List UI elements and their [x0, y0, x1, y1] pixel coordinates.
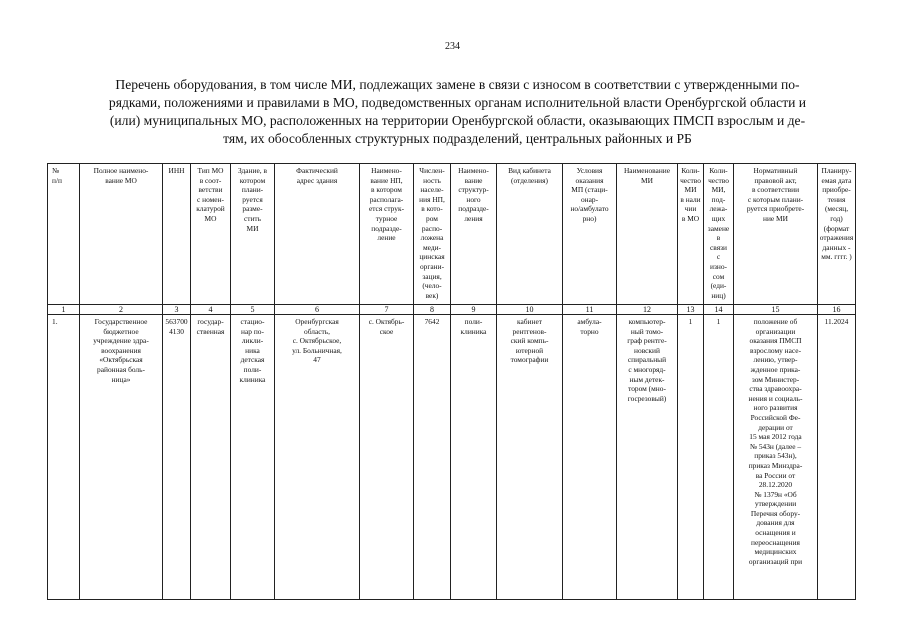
- title-line: рядками, положениями и правилами в МО, подведомственных органам исполнительной власти Оренбургской области и: [108, 95, 807, 110]
- col-header: Числен- ность населе- ния НП, в кото- ром распо- ложена меди- цинская органи- зация, (чело- век): [414, 164, 451, 305]
- cell-mo-type: государ- ственная: [191, 315, 231, 600]
- column-number: 2: [80, 305, 163, 315]
- column-number: 4: [191, 305, 231, 315]
- column-number: 9: [451, 305, 497, 315]
- column-number: 6: [275, 305, 360, 315]
- cell-device-name: компьютер- ный томо- граф рентге- новский спиральный с многоряд- ным детек- тором (мно- госрезовый): [617, 315, 678, 600]
- col-header: № п/п: [48, 164, 80, 305]
- document-title: [70, 76, 845, 148]
- cell-population: 7642: [414, 315, 451, 600]
- cell-cabinet: кабинет рентгенов- ский компь- ютерной томографии: [497, 315, 563, 600]
- equipment-table: [47, 163, 856, 600]
- column-number: 7: [360, 305, 414, 315]
- cell-building: стацио- нар по- ликли- ника детская поли- клиника: [231, 315, 275, 600]
- cell-address: Оренбургская область, с. Октябрьское, ул. Больничная, 47: [275, 315, 360, 600]
- cell-inn: 563700 4130: [163, 315, 191, 600]
- col-header: Вид кабинета (отделения): [497, 164, 563, 305]
- column-number: 10: [497, 305, 563, 315]
- col-header: Планиру- емая дата приобре- тения (месяц, год) (формат отражения данных - мм. гггг. ): [818, 164, 856, 305]
- title-line: тям, их обособленных структурных подразделений, центральных районных и РБ: [223, 131, 692, 146]
- col-header: Коли- чество МИ в нали чии в МО: [678, 164, 704, 305]
- col-header: Полное наимено- вание МО: [80, 164, 163, 305]
- column-number: 13: [678, 305, 704, 315]
- cell-purchase-date: 11.2024: [818, 315, 856, 600]
- title-line: Перечень оборудования, в том числе МИ, подлежащих замене в связи с износом в соответствии с утвержденными по-: [115, 77, 800, 92]
- column-number: 16: [818, 305, 856, 315]
- column-number: 1: [48, 305, 80, 315]
- column-number: 11: [563, 305, 617, 315]
- cell-count-replace: 1: [704, 315, 734, 600]
- col-header: Наименование МИ: [617, 164, 678, 305]
- column-number: 15: [734, 305, 818, 315]
- cell-legal-act: положение об организации оказания ПМСП взрослому насе- лению, утвер- жденное прика- зом Министер- ства здравоохра- нения и социаль- ного развития Российской Фе- дерации от 15 мая 2012 года № 543н (далее – приказ 543н), приказ Минздра- ва России от 28.12.2020 № 1379н «Об утверждении Перечня обору- дования для оснащения и переоснащения медицинских организаций при: [734, 315, 818, 600]
- cell-settlement: с. Октябрь- ское: [360, 315, 414, 600]
- cell-count-available: 1: [678, 315, 704, 600]
- column-number-row: [48, 305, 856, 315]
- column-number: 14: [704, 305, 734, 315]
- col-header: Условия оказания МП (стаци- онар- но/амбулато рно): [563, 164, 617, 305]
- table-row: [48, 315, 856, 600]
- col-header: Коли- чество МИ, под- лежа- щих замене в связи с изно- сом (еди- ниц): [704, 164, 734, 305]
- column-number: 12: [617, 305, 678, 315]
- col-header: Наимено- вание структур- ного подразде- ления: [451, 164, 497, 305]
- col-header: ИНН: [163, 164, 191, 305]
- cell-conditions: амбула- торно: [563, 315, 617, 600]
- col-header: Наимено- вание НП, в котором располага- ется струк- турное подразде- ление: [360, 164, 414, 305]
- cell-row-number: 1.: [48, 315, 80, 600]
- col-header: Нормативный правовой акт, в соответствии с которым плани- руется приобрете- ние МИ: [734, 164, 818, 305]
- col-header: Фактический адрес здания: [275, 164, 360, 305]
- cell-mo-name: Государственное бюджетное учреждение здра- воохранения «Октябрьская районная боль- ница»: [80, 315, 163, 600]
- cell-subdivision: поли- клиника: [451, 315, 497, 600]
- title-line: (или) муниципальных МО, расположенных на территории Оренбургской области, оказывающих ПМСП взрослым и де-: [109, 113, 806, 128]
- page-number: 234: [445, 41, 460, 52]
- column-number: 8: [414, 305, 451, 315]
- col-header: Здание, в котором плани- руется разме- стить МИ: [231, 164, 275, 305]
- header-row: [48, 164, 856, 305]
- column-number: 5: [231, 305, 275, 315]
- column-number: 3: [163, 305, 191, 315]
- col-header: Тип МО в соот- ветстви с номен- клатурой МО: [191, 164, 231, 305]
